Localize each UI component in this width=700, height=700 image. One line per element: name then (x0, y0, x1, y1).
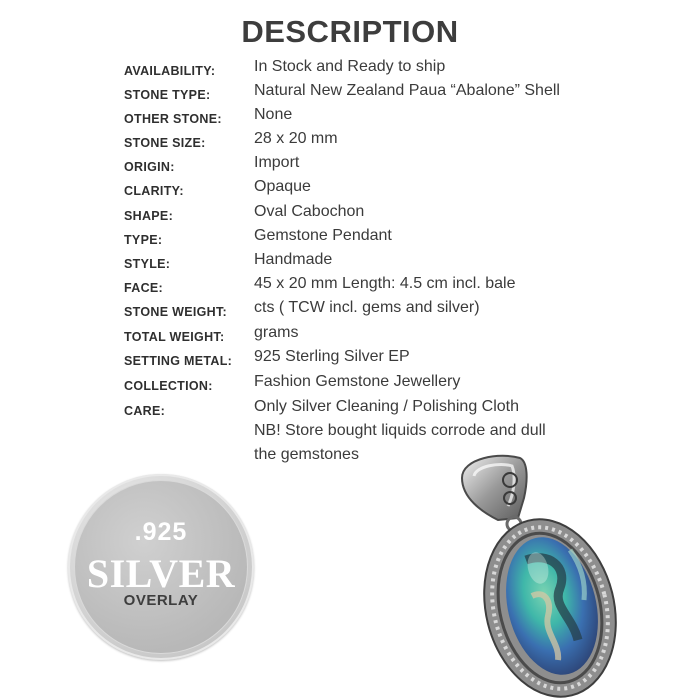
spec-value: grams (254, 324, 299, 341)
spec-label: STONE TYPE: (124, 88, 211, 102)
spec-row-stone-weight (0, 299, 700, 323)
spec-value: In Stock and Ready to ship (254, 58, 446, 75)
badge-metal-text: SILVER (86, 551, 236, 596)
spec-row-face (0, 275, 700, 299)
spec-row-style (0, 251, 700, 275)
spec-label: TYPE: (124, 233, 163, 247)
spec-value: 28 x 20 mm (254, 130, 338, 147)
spec-value: None (254, 106, 293, 123)
spec-label: SHAPE: (124, 209, 174, 223)
spec-row-total-weight (0, 324, 700, 348)
spec-value: Opaque (254, 178, 311, 195)
badge-finish-text: OVERLAY (123, 592, 199, 609)
spec-label: AVAILABILITY: (124, 64, 216, 78)
spec-value: 45 x 20 mm Length: 4.5 cm incl. bale (254, 275, 516, 292)
spec-label: OTHER STONE: (124, 112, 222, 126)
spec-value: Only Silver Cleaning / Polishing Cloth (254, 398, 520, 415)
spec-label: SETTING METAL: (124, 354, 233, 368)
spec-value: Natural New Zealand Paua “Abalone” Shell (254, 82, 560, 99)
spec-value: Fashion Gemstone Jewellery (254, 373, 461, 390)
spec-row-clarity (0, 178, 700, 202)
pendant-bale (462, 456, 527, 531)
badge-purity-text: .925 (134, 518, 188, 546)
spec-value: Oval Cabochon (254, 203, 365, 220)
spec-value: 925 Sterling Silver EP (254, 348, 410, 365)
spec-label: CLARITY: (124, 184, 184, 198)
spec-value: Handmade (254, 251, 333, 268)
page-title: DESCRIPTION (241, 14, 459, 49)
spec-label: COLLECTION: (124, 379, 213, 393)
spec-value: Gemstone Pendant (254, 227, 392, 244)
care-note-line-1: NB! Store bought liquids corrode and dull (254, 422, 546, 439)
spec-label: FACE: (124, 281, 163, 295)
spec-value: Import (254, 154, 300, 171)
spec-label: STONE SIZE: (124, 136, 206, 150)
spec-row-care (0, 398, 700, 422)
spec-label: ORIGIN: (124, 160, 175, 174)
spec-row-collection (0, 373, 700, 397)
care-note-line-2: the gemstones (254, 446, 359, 463)
spec-label: STYLE: (124, 257, 171, 271)
spec-row-other-stone (0, 106, 700, 130)
spec-label: TOTAL WEIGHT: (124, 330, 225, 344)
spec-row-availability (0, 58, 700, 82)
spec-row-stone-type (0, 82, 700, 106)
spec-value: cts ( TCW incl. gems and silver) (254, 299, 480, 316)
spec-label: STONE WEIGHT: (124, 305, 227, 319)
spec-row-type (0, 227, 700, 251)
spec-row-origin (0, 154, 700, 178)
pendant-photo (440, 440, 680, 700)
spec-label: CARE: (124, 404, 166, 418)
spec-row-stone-size (0, 130, 700, 154)
spec-row-setting-metal (0, 348, 700, 372)
spec-row-shape (0, 203, 700, 227)
silver-overlay-badge (68, 474, 254, 660)
